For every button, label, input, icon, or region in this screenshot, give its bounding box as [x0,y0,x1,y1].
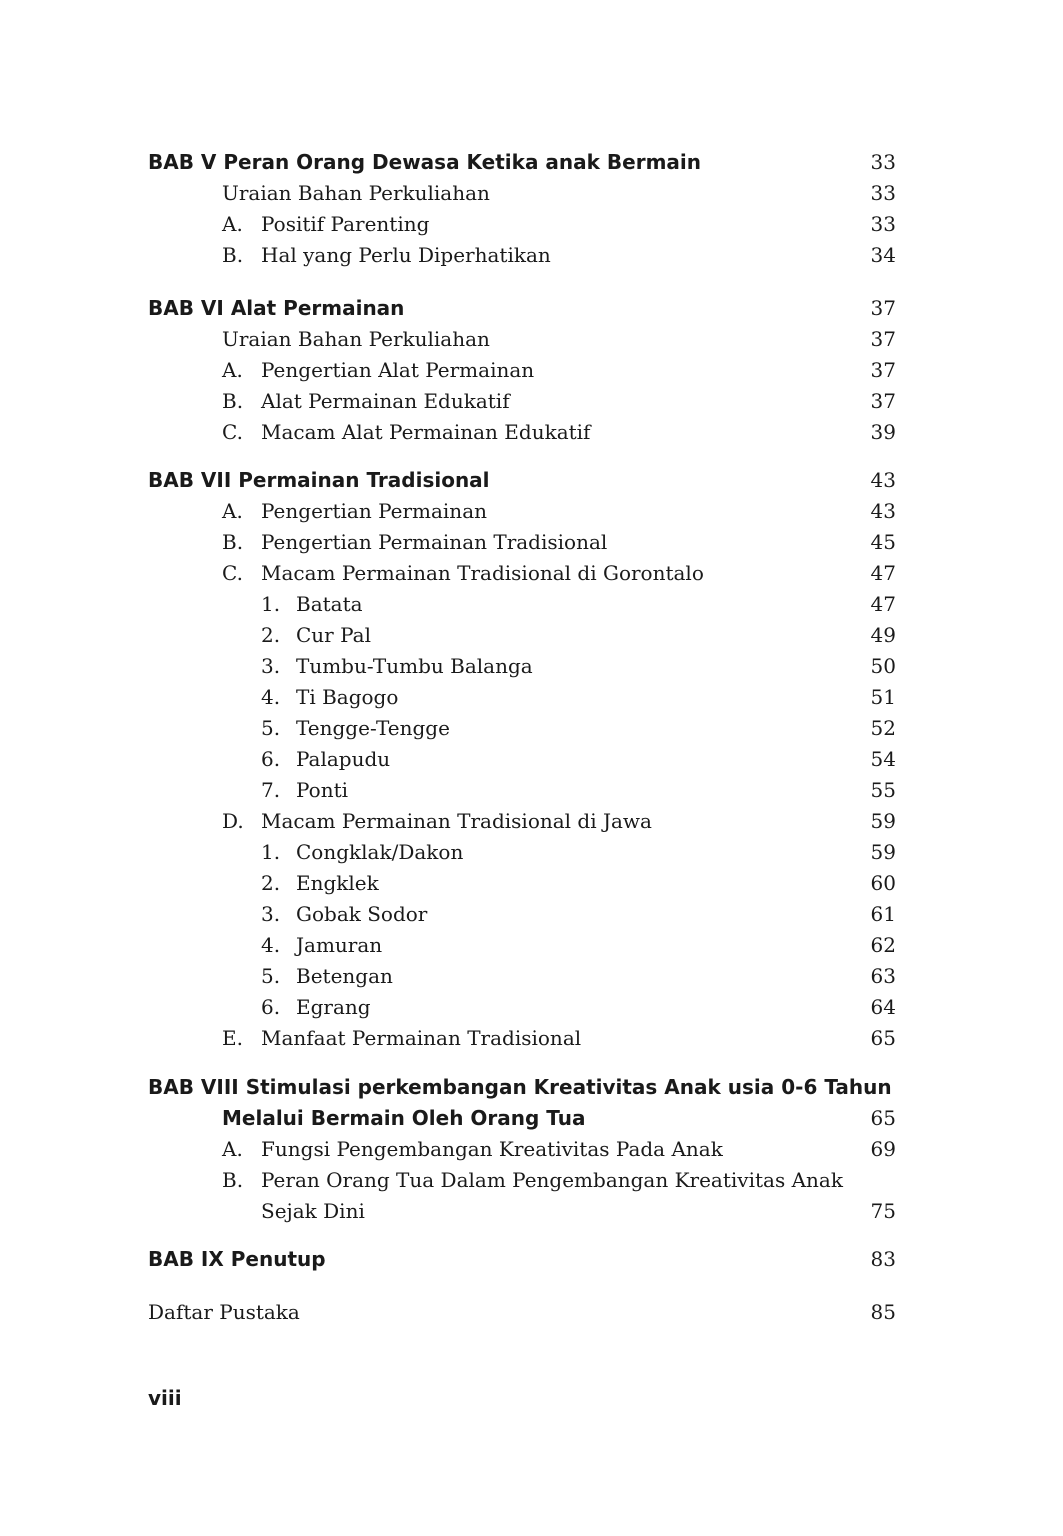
toc-entry-row [0,776,1063,804]
toc-entry-page: 45 [870,530,896,554]
toc-entry-row [0,962,1063,990]
toc-entry-marker: E. [222,1026,243,1050]
toc-entry-marker: A. [222,358,243,382]
toc-entry-marker: B. [222,530,244,554]
toc-entry-page: 75 [870,1199,896,1223]
toc-entry-row [0,387,1063,415]
toc-entry-page: 47 [870,592,896,616]
toc-entry-title: BAB VI Alat Permainan [148,296,405,320]
toc-entry-title: Pengertian Alat Permainan [261,358,535,382]
toc-entry-title: Gobak Sodor [296,902,428,926]
toc-entry-title: Alat Permainan Edukatif [261,389,510,413]
toc-entry-marker: 4. [261,685,281,709]
toc-entry-page: 37 [870,358,896,382]
toc-entry-marker: A. [222,212,243,236]
toc-entry-marker: D. [222,809,244,833]
toc-entry-marker: C. [222,420,243,444]
toc-entry-marker: 6. [261,995,281,1019]
toc-entry-title: Tumbu-Tumbu Balanga [296,654,533,678]
toc-entry-row [0,528,1063,556]
toc-entry-title: Sejak Dini [261,1199,365,1223]
toc-entry-page: 52 [870,716,896,740]
toc-entry-page: 63 [870,964,896,988]
toc-entry-row [0,179,1063,207]
toc-entry-title: Pengertian Permainan [261,499,487,523]
toc-entry-row [0,714,1063,742]
toc-chapter-row [0,148,1063,176]
toc-entry-row [0,900,1063,928]
page-number: viii [148,1386,182,1410]
toc-entry-title: Peran Orang Tua Dalam Pengembangan Kreativitas Anak [261,1168,843,1192]
toc-chapter-row [0,1104,1063,1132]
toc-entry-title: Ponti [296,778,349,802]
toc-entry-marker: 4. [261,933,281,957]
toc-entry-title: Cur Pal [296,623,371,647]
toc-entry-page: 43 [870,468,896,492]
toc-entry-title: BAB VIII Stimulasi perkembangan Kreativitas Anak usia 0-6 Tahun [148,1075,892,1099]
toc-entry-title: Ti Bagogo [296,685,399,709]
toc-entry-title: Batata [296,592,363,616]
toc-entry-title: BAB VII Permainan Tradisional [148,468,490,492]
toc-entry-row [0,745,1063,773]
toc-entry-page: 65 [870,1026,896,1050]
toc-chapter-row [0,1245,1063,1273]
toc-entry-title: Macam Permainan Tradisional di Gorontalo [261,561,704,585]
toc-entry-row [0,241,1063,269]
toc-entry-row [0,1298,1063,1326]
toc-entry-row [0,590,1063,618]
toc-entry-page: 33 [870,212,896,236]
toc-entry-title: Macam Alat Permainan Edukatif [261,420,591,444]
toc-entry-page: 34 [870,243,896,267]
toc-entry-title: Fungsi Pengembangan Kreativitas Pada Anak [261,1137,723,1161]
toc-entry-title: Manfaat Permainan Tradisional [261,1026,582,1050]
toc-entry-row [0,1197,1063,1225]
toc-entry-row [0,869,1063,897]
toc-entry-title: Uraian Bahan Perkuliahan [222,181,490,205]
toc-entry-marker: 5. [261,964,281,988]
toc-entry-marker: B. [222,1168,244,1192]
toc-entry-page: 37 [870,327,896,351]
toc-entry-page: 33 [870,181,896,205]
toc-entry-row [0,418,1063,446]
toc-entry-row [0,652,1063,680]
toc-entry-row [0,559,1063,587]
toc-entry-marker: 2. [261,871,281,895]
toc-entry-page: 62 [870,933,896,957]
toc-entry-page: 33 [870,150,896,174]
toc-entry-row [0,621,1063,649]
toc-entry-page: 37 [870,296,896,320]
toc-entry-row [0,1135,1063,1163]
toc-entry-page: 85 [870,1300,896,1324]
toc-entry-title: Pengertian Permainan Tradisional [261,530,608,554]
toc-entry-page: 64 [870,995,896,1019]
toc-entry-title: BAB V Peran Orang Dewasa Ketika anak Bermain [148,150,702,174]
toc-entry-title: Hal yang Perlu Diperhatikan [261,243,551,267]
toc-entry-marker: 2. [261,623,281,647]
toc-entry-page: 83 [870,1247,896,1271]
toc-entry-title: Uraian Bahan Perkuliahan [222,327,490,351]
toc-entry-title: Jamuran [296,933,383,957]
toc-entry-row [0,210,1063,238]
toc-entry-page: 51 [870,685,896,709]
toc-entry-row [0,325,1063,353]
toc-entry-marker: 7. [261,778,281,802]
toc-entry-title: Macam Permainan Tradisional di Jawa [261,809,652,833]
toc-entry-row [0,1024,1063,1052]
toc-entry-marker: A. [222,1137,243,1161]
toc-entry-row [0,931,1063,959]
toc-entry-title: Betengan [296,964,393,988]
toc-entry-title: BAB IX Penutup [148,1247,326,1271]
toc-entry-marker: B. [222,389,244,413]
toc-entry-page: 61 [870,902,896,926]
toc-entry-page: 69 [870,1137,896,1161]
toc-entry-page: 37 [870,389,896,413]
toc-chapter-row [0,466,1063,494]
toc-entry-title: Egrang [296,995,371,1019]
toc-entry-row [0,838,1063,866]
toc-entry-marker: A. [222,499,243,523]
toc-entry-title: Positif Parenting [261,212,430,236]
toc-entry-marker: 3. [261,654,281,678]
toc-entry-page: 49 [870,623,896,647]
toc-entry-row [0,497,1063,525]
toc-entry-title: Palapudu [296,747,391,771]
toc-chapter-row [0,294,1063,322]
toc-entry-title: Tengge-Tengge [296,716,450,740]
toc-entry-title: Melalui Bermain Oleh Orang Tua [222,1106,586,1130]
toc-entry-row [0,807,1063,835]
toc-entry-page: 55 [870,778,896,802]
toc-entry-page: 39 [870,420,896,444]
toc-entry-row [0,683,1063,711]
toc-entry-row [0,1166,1063,1194]
toc-entry-title: Daftar Pustaka [148,1300,300,1324]
toc-entry-page: 59 [870,840,896,864]
toc-entry-title: Engklek [296,871,379,895]
toc-entry-marker: 5. [261,716,281,740]
toc-entry-page: 59 [870,809,896,833]
toc-chapter-row [0,1073,1063,1101]
toc-entry-page: 54 [870,747,896,771]
toc-entry-marker: 1. [261,592,281,616]
toc-entry-page: 47 [870,561,896,585]
toc-entry-page: 60 [870,871,896,895]
toc-entry-row [0,993,1063,1021]
toc-entry-marker: 1. [261,840,281,864]
toc-entry-marker: 6. [261,747,281,771]
toc-entry-page: 65 [870,1106,896,1130]
toc-entry-marker: C. [222,561,243,585]
toc-entry-row [0,356,1063,384]
toc-entry-page: 50 [870,654,896,678]
toc-entry-page: 43 [870,499,896,523]
toc-entry-marker: B. [222,243,244,267]
toc-entry-title: Congklak/Dakon [296,840,464,864]
toc-entry-marker: 3. [261,902,281,926]
